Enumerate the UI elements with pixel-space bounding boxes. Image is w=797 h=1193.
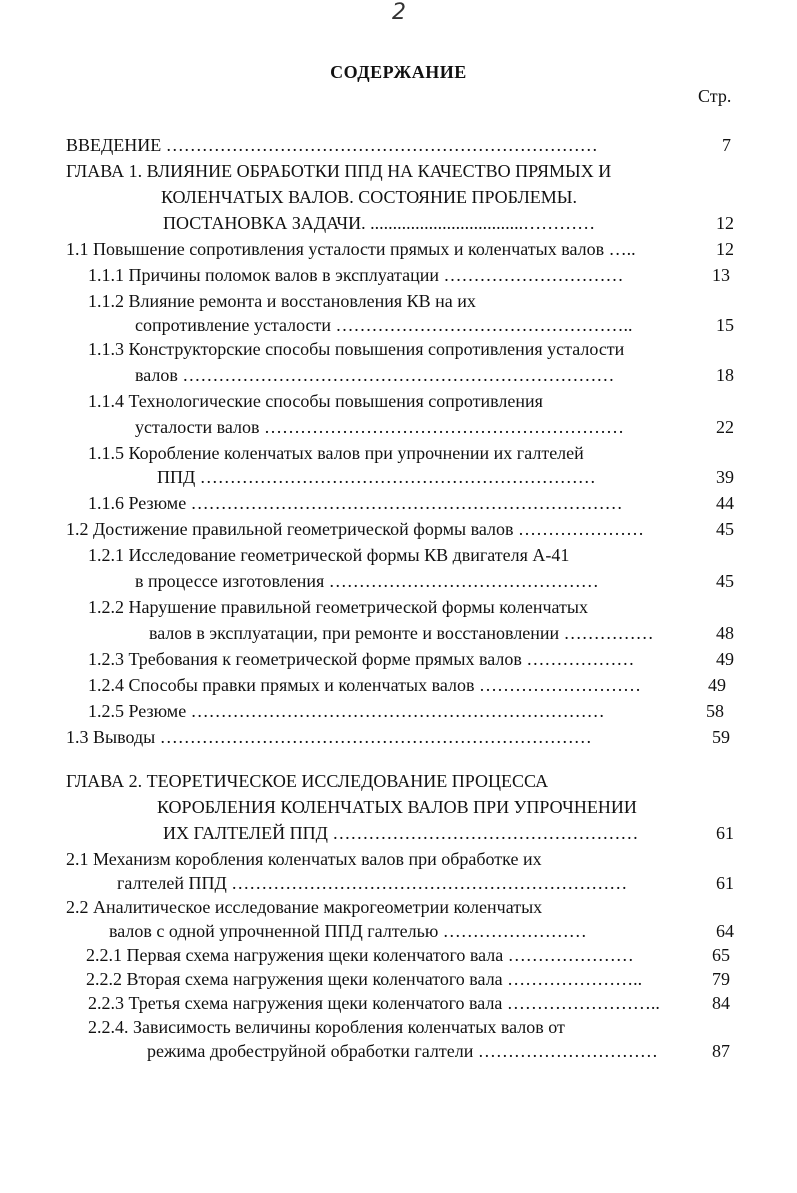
toc-entry-text: усталости валов …………………………………………………… [135, 417, 625, 437]
toc-entry-text: 2.2 Аналитическое исследование макрогеометрии коленчатых [66, 897, 543, 917]
toc-entry-text: 1.2.3 Требования к геометрической форме прямых валов ……………… [88, 649, 635, 669]
toc-entry-page: 7 [722, 135, 731, 155]
toc-entry-page: 49 [716, 649, 734, 669]
toc-entry-page: 84 [712, 993, 730, 1013]
toc-entry-page: 61 [716, 823, 734, 843]
toc-entry-text: 1.2.5 Резюме …………………………………………………………… [88, 701, 605, 721]
toc-entry-text: 2.2.3 Третья схема нагружения щеки коленчатого вала …………………….. [88, 993, 660, 1013]
toc-entry-page: 12 [716, 213, 734, 233]
toc-entry-page: 13 [712, 265, 730, 285]
toc-entry-text: 1.1.6 Резюме ……………………………………………………………… [88, 493, 623, 513]
toc-entry-text: 2.2.1 Первая схема нагружения щеки коленчатого вала ………………… [86, 945, 634, 965]
toc-entry-page: 45 [716, 519, 734, 539]
toc-entry-text: сопротивление усталости ………………………………………….. [135, 315, 633, 335]
toc-entry-text: 1.2.2 Нарушение правильной геометрической формы коленчатых [88, 597, 589, 617]
toc-entry-page: 64 [716, 921, 734, 941]
page-number: 2 [392, 0, 406, 25]
toc-entry-text: 1.2.1 Исследование геометрической формы КВ двигателя А-41 [88, 545, 570, 565]
toc-entry-text: КОРОБЛЕНИЯ КОЛЕНЧАТЫХ ВАЛОВ ПРИ УПРОЧНЕНИИ [157, 797, 637, 817]
toc-entry-text: 1.2 Достижение правильной геометрической формы валов ………………… [66, 519, 644, 539]
toc-entry-text: ГЛАВА 1. ВЛИЯНИЕ ОБРАБОТКИ ППД НА КАЧЕСТВО ПРЯМЫХ И [66, 161, 612, 181]
toc-entry-text: 1.1 Повышение сопротивления усталости прямых и коленчатых валов ….. [66, 239, 636, 259]
toc-entry-text: валов с одной упрочненной ППД галтелью …………………… [109, 921, 587, 941]
toc-entry-page: 58 [706, 701, 724, 721]
toc-entry-text: ГЛАВА 2. ТЕОРЕТИЧЕСКОЕ ИССЛЕДОВАНИЕ ПРОЦЕССА [66, 771, 549, 791]
toc-entry-text: в процессе изготовления ……………………………………… [135, 571, 599, 591]
toc-entry-page: 39 [716, 467, 734, 487]
toc-entry-text: валов в эксплуатации, при ремонте и восстановлении …………… [149, 623, 654, 643]
toc-entry-page: 12 [716, 239, 734, 259]
toc-entry-page: 45 [716, 571, 734, 591]
toc-entry-page: 59 [712, 727, 730, 747]
toc-entry-text: режима дробеструйной обработки галтели ………………………… [147, 1041, 658, 1061]
toc-entry-page: 15 [716, 315, 734, 335]
toc-entry-text: 1.1.5 Коробление коленчатых валов при упрочнении их галтелей [88, 443, 584, 463]
page-title: СОДЕРЖАНИЕ [330, 62, 467, 82]
toc-entry-text: ПОСТАНОВКА ЗАДАЧИ. ..................................………… [163, 213, 596, 233]
toc-entry-text: 1.1.4 Технологические способы повышения сопротивления [88, 391, 543, 411]
toc-entry-text: 1.3 Выводы ……………………………………………………………… [66, 727, 592, 747]
toc-entry-page: 65 [712, 945, 730, 965]
toc-entry-text: 2.1 Механизм коробления коленчатых валов при обработке их [66, 849, 542, 869]
toc-entry-text: валов ……………………………………………………………… [135, 365, 615, 385]
toc-entry-page: 18 [716, 365, 734, 385]
toc-entry-text: 1.2.4 Способы правки прямых и коленчатых валов ……………………… [88, 675, 641, 695]
toc-entry-text: 1.1.2 Влияние ремонта и восстановления КВ на их [88, 291, 476, 311]
toc-entry-text: 1.1.3 Конструкторские способы повышения сопротивления усталости [88, 339, 625, 359]
toc-entry-text: 2.2.2 Вторая схема нагружения щеки коленчатого вала ………………….. [86, 969, 643, 989]
toc-entry-text: КОЛЕНЧАТЫХ ВАЛОВ. СОСТОЯНИЕ ПРОБЛЕМЫ. [161, 187, 577, 207]
toc-entry-text: 2.2.4. Зависимость величины коробления коленчатых валов от [88, 1017, 565, 1037]
toc-entry-page: 48 [716, 623, 734, 643]
toc-entry-text: 1.1.1 Причины поломок валов в эксплуатации ………………………… [88, 265, 624, 285]
toc-entry-text: ВВЕДЕНИЕ ……………………………………………………………… [66, 135, 598, 155]
toc-entry-page: 22 [716, 417, 734, 437]
toc-entry-page: 87 [712, 1041, 730, 1061]
toc-entry-text: ИХ ГАЛТЕЛЕЙ ППД …………………………………………… [163, 823, 639, 843]
toc-entry-page: 61 [716, 873, 734, 893]
toc-entry-text: ППД ………………………………………………………… [157, 467, 596, 487]
page-column-label: Стр. [698, 86, 732, 106]
toc-entry-page: 49 [708, 675, 726, 695]
toc-entry-page: 79 [712, 969, 730, 989]
toc-entry-page: 44 [716, 493, 734, 513]
toc-entry-text: галтелей ППД ………………………………………………………… [117, 873, 628, 893]
